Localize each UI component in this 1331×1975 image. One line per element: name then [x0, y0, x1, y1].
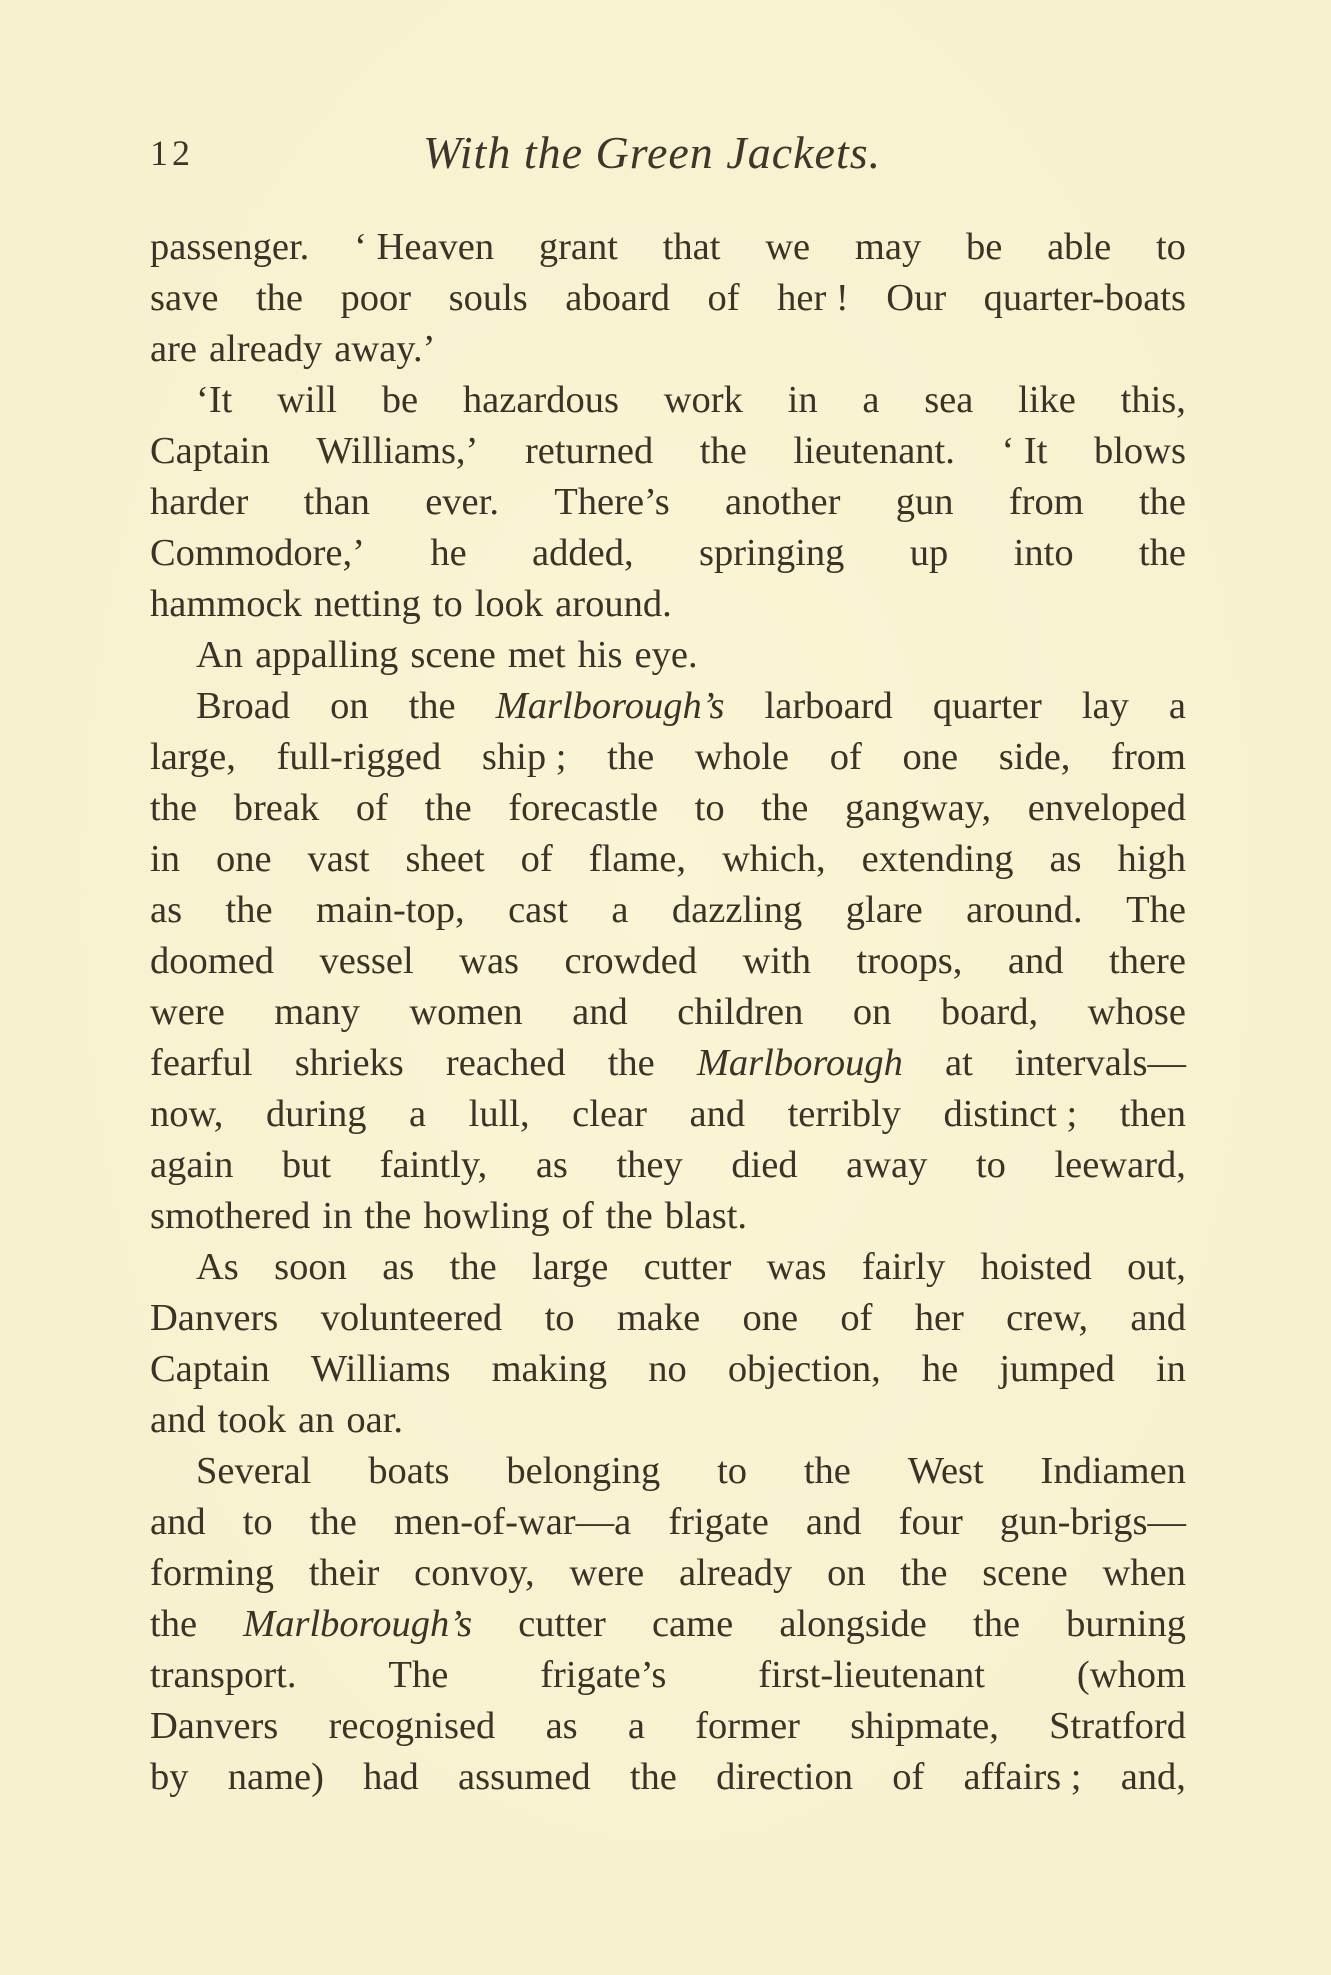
word: in: [322, 1195, 353, 1237]
word: on: [852, 991, 892, 1033]
word: the: [607, 736, 655, 778]
word: from: [1008, 481, 1084, 523]
text-line: [150, 426, 1186, 477]
text-line: [150, 630, 1186, 681]
text-line: [150, 324, 1186, 375]
word: then: [1119, 1093, 1186, 1135]
word: quarter: [932, 685, 1042, 727]
word: as: [382, 1246, 415, 1288]
word: reached: [445, 1042, 566, 1084]
word: making: [491, 1348, 608, 1390]
word: up: [909, 532, 949, 574]
word: harder: [150, 481, 249, 523]
word: we: [765, 226, 811, 268]
word: to: [544, 1297, 575, 1339]
word: frigate: [668, 1501, 769, 1543]
text-line: [150, 885, 1186, 936]
text-line: [150, 375, 1186, 426]
word: Stratford: [1049, 1705, 1186, 1747]
word: blast.: [664, 1195, 748, 1237]
word: the: [255, 277, 303, 319]
word: will: [277, 379, 338, 421]
word: Danvers: [150, 1297, 279, 1339]
word: the: [424, 787, 472, 829]
word: of: [355, 787, 388, 829]
word: died: [731, 1144, 798, 1186]
word: troops,: [856, 940, 963, 982]
word: aboard: [565, 277, 671, 319]
word: Captain: [150, 1348, 270, 1390]
word: former: [695, 1705, 800, 1747]
word: of: [707, 277, 740, 319]
word: the: [629, 1756, 677, 1798]
word: forming: [150, 1552, 275, 1594]
word: blows: [1093, 430, 1186, 472]
word: but: [281, 1144, 332, 1186]
text-line: [150, 834, 1186, 885]
word: objection,: [727, 1348, 881, 1390]
word: the: [408, 685, 456, 727]
word: already: [209, 328, 323, 370]
word: than: [303, 481, 370, 523]
word: break: [233, 787, 320, 829]
word: enveloped: [1027, 787, 1186, 829]
word: springing: [698, 532, 845, 574]
word: distinct ;: [943, 1093, 1078, 1135]
text-line: [150, 1701, 1186, 1752]
word: at: [945, 1042, 973, 1084]
word: large: [532, 1246, 609, 1288]
word: main-top,: [316, 889, 465, 931]
word: came: [651, 1603, 734, 1645]
word: ‘ Heaven: [354, 226, 495, 268]
word: one: [902, 736, 959, 778]
italic-word: Marlborough’s: [495, 685, 725, 727]
word: and: [1007, 940, 1064, 982]
word: gun-brigs—: [999, 1501, 1186, 1543]
word: sea: [924, 379, 974, 421]
word: ever.: [425, 481, 499, 523]
text-line: [150, 1752, 1186, 1803]
word: now,: [150, 1093, 224, 1135]
word: appalling: [255, 634, 399, 676]
word: they: [616, 1144, 683, 1186]
word: netting: [313, 583, 421, 625]
italic-word: Marlborough’s: [243, 1603, 473, 1645]
word: recognised: [328, 1705, 496, 1747]
text-line: [150, 528, 1186, 579]
word: glare: [845, 889, 923, 931]
word: affairs ;: [963, 1756, 1082, 1798]
word: may: [854, 226, 922, 268]
word: as: [545, 1705, 578, 1747]
word: the: [225, 889, 273, 931]
word: There’s: [554, 481, 670, 523]
word: had: [363, 1756, 419, 1798]
text-line: [150, 1191, 1186, 1242]
word: larboard: [764, 685, 893, 727]
word: grant: [538, 226, 618, 268]
italic-word: Marlborough: [696, 1042, 903, 1084]
word: shrieks: [294, 1042, 404, 1084]
word: first-lieutenant: [758, 1654, 985, 1696]
word: soon: [274, 1246, 347, 1288]
word: men-of-war—a: [393, 1501, 632, 1543]
word: An: [196, 634, 244, 676]
word: cutter: [518, 1603, 606, 1645]
word: doomed: [150, 940, 275, 982]
word: frigate’s: [540, 1654, 667, 1696]
word: howling: [423, 1195, 550, 1237]
word: already: [679, 1552, 793, 1594]
word: of: [520, 838, 553, 880]
text-line: [150, 1344, 1186, 1395]
text-line: [150, 987, 1186, 1038]
word: no: [648, 1348, 687, 1390]
text-line: [150, 681, 1186, 732]
word: his: [577, 634, 623, 676]
word: West: [907, 1450, 984, 1492]
text-line: [150, 579, 1186, 630]
word: as: [1049, 838, 1082, 880]
word: (whom: [1076, 1654, 1186, 1696]
text-line: [150, 783, 1186, 834]
word: ‘It: [196, 379, 233, 421]
word: to: [432, 583, 463, 625]
word: make: [616, 1297, 701, 1339]
word: volunteered: [320, 1297, 503, 1339]
word: vessel: [319, 940, 414, 982]
word: shipmate,: [850, 1705, 999, 1747]
word: be: [965, 226, 1003, 268]
text-line: [150, 273, 1186, 324]
word: a: [409, 1093, 427, 1135]
word: again: [150, 1144, 234, 1186]
word: the: [900, 1552, 948, 1594]
word: when: [1102, 1552, 1186, 1594]
word: the: [607, 1042, 655, 1084]
word: in: [787, 379, 818, 421]
word: transport.: [150, 1654, 297, 1696]
word: of: [561, 1195, 594, 1237]
text-line: [150, 1599, 1186, 1650]
word: the: [309, 1501, 357, 1543]
word: there: [1109, 940, 1186, 982]
word: many: [274, 991, 360, 1033]
word: with: [742, 940, 812, 982]
word: belonging: [506, 1450, 661, 1492]
text-line: [150, 1242, 1186, 1293]
word: one: [742, 1297, 799, 1339]
word: name): [227, 1756, 324, 1798]
word: faintly,: [379, 1144, 488, 1186]
word: on: [330, 685, 369, 727]
word: alongside: [779, 1603, 927, 1645]
word: full-rigged: [276, 736, 442, 778]
word: the: [150, 787, 198, 829]
word: which,: [721, 838, 826, 880]
running-title: With the Green Jackets.: [423, 127, 882, 178]
word: crowded: [564, 940, 698, 982]
word: the: [803, 1450, 851, 1492]
word: the: [1138, 532, 1186, 574]
word: was: [766, 1246, 827, 1288]
word: a: [627, 1705, 645, 1747]
word: of: [892, 1756, 925, 1798]
word: ‘ It: [1001, 430, 1048, 472]
word: and: [805, 1501, 862, 1543]
word: by: [150, 1756, 189, 1798]
word: quarter-boats: [983, 277, 1186, 319]
word: met: [507, 634, 566, 676]
word: women: [409, 991, 523, 1033]
word: and: [572, 991, 628, 1033]
word: around.: [966, 889, 1083, 931]
word: their: [308, 1552, 380, 1594]
word: gangway,: [845, 787, 992, 829]
word: and: [150, 1399, 206, 1441]
word: whole: [694, 736, 789, 778]
word: to: [242, 1501, 273, 1543]
word: eye.: [634, 634, 698, 676]
text-line: [150, 222, 1186, 273]
word: convoy,: [414, 1552, 535, 1594]
word: look: [474, 583, 544, 625]
word: in: [1155, 1348, 1186, 1390]
word: around.: [555, 583, 672, 625]
word: an: [298, 1399, 335, 1441]
word: work: [663, 379, 743, 421]
text-line: [150, 1650, 1186, 1701]
word: away: [846, 1144, 928, 1186]
text-line: [150, 1089, 1186, 1140]
word: to: [975, 1144, 1006, 1186]
word: the: [449, 1246, 497, 1288]
word: the: [364, 1195, 412, 1237]
word: the: [973, 1603, 1021, 1645]
word: side,: [998, 736, 1071, 778]
text-line: [150, 1548, 1186, 1599]
word: added,: [532, 532, 634, 574]
word: high: [1117, 838, 1186, 880]
word: As: [196, 1246, 239, 1288]
word: that: [662, 226, 721, 268]
word: was: [459, 940, 520, 982]
word: cast: [508, 889, 568, 931]
word: to: [694, 787, 725, 829]
word: and,: [1120, 1756, 1186, 1798]
word: took: [217, 1399, 287, 1441]
word: intervals—: [1014, 1042, 1186, 1084]
word: passenger.: [150, 226, 310, 268]
word: a: [1168, 685, 1186, 727]
word: as: [150, 889, 183, 931]
word: dazzling: [671, 889, 803, 931]
word: hammock: [150, 583, 302, 625]
word: into: [1013, 532, 1074, 574]
word: forecastle: [508, 787, 658, 829]
word: ship ;: [481, 736, 567, 778]
word: flame,: [588, 838, 686, 880]
word: her: [914, 1297, 964, 1339]
word: lieutenant.: [793, 430, 955, 472]
word: burning: [1066, 1603, 1186, 1645]
word: vast: [307, 838, 370, 880]
word: smothered: [150, 1195, 311, 1237]
word: this,: [1120, 379, 1186, 421]
word: poor: [340, 277, 412, 319]
word: her !: [777, 277, 849, 319]
word: the: [150, 1603, 198, 1645]
text-line: [150, 1140, 1186, 1191]
word: from: [1111, 736, 1186, 778]
word: hazardous: [462, 379, 619, 421]
word: another: [725, 481, 841, 523]
word: crew,: [1006, 1297, 1089, 1339]
word: of: [829, 736, 862, 778]
text-line: [150, 1497, 1186, 1548]
body-text: [150, 222, 1186, 1803]
word: Danvers: [150, 1705, 279, 1747]
word: fearful: [150, 1042, 253, 1084]
word: were: [150, 991, 225, 1033]
word: whose: [1087, 991, 1186, 1033]
word: and: [689, 1093, 746, 1135]
page-header: [150, 126, 1190, 186]
word: oar.: [346, 1399, 404, 1441]
word: he: [921, 1348, 959, 1390]
word: Indiamen: [1040, 1450, 1186, 1492]
word: a: [611, 889, 629, 931]
word: extending: [861, 838, 1014, 880]
word: able: [1047, 226, 1112, 268]
word: to: [1155, 226, 1186, 268]
word: Broad: [196, 685, 291, 727]
word: scene: [982, 1552, 1068, 1594]
word: were: [569, 1552, 645, 1594]
word: of: [840, 1297, 873, 1339]
word: four: [898, 1501, 963, 1543]
word: the: [605, 1195, 653, 1237]
word: during: [265, 1093, 367, 1135]
word: the: [1138, 481, 1186, 523]
word: fairly: [861, 1246, 946, 1288]
word: are: [150, 328, 197, 370]
word: Commodore,’: [150, 532, 365, 574]
word: cutter: [643, 1246, 732, 1288]
word: Several: [196, 1450, 312, 1492]
text-line: [150, 1395, 1186, 1446]
text-line: [150, 477, 1186, 528]
word: board,: [940, 991, 1039, 1033]
word: clear: [572, 1093, 647, 1135]
text-line: [150, 1293, 1186, 1344]
word: save: [150, 277, 219, 319]
word: be: [381, 379, 419, 421]
word: lay: [1081, 685, 1129, 727]
word: the: [761, 787, 809, 829]
word: Williams: [310, 1348, 451, 1390]
word: he: [430, 532, 467, 574]
word: jumped: [999, 1348, 1115, 1390]
word: Captain: [150, 430, 270, 472]
word: and: [150, 1501, 206, 1543]
word: direction: [716, 1756, 853, 1798]
word: like: [1018, 379, 1076, 421]
word: gun: [895, 481, 954, 523]
word: lull,: [468, 1093, 530, 1135]
word: souls: [448, 277, 528, 319]
word: returned: [524, 430, 654, 472]
word: out,: [1127, 1246, 1186, 1288]
word: Williams,’: [316, 430, 479, 472]
word: The: [388, 1654, 449, 1696]
word: sheet: [405, 838, 485, 880]
word: in: [150, 838, 180, 880]
word: assumed: [458, 1756, 591, 1798]
word: on: [827, 1552, 866, 1594]
word: hoisted: [980, 1246, 1092, 1288]
word: and: [1130, 1297, 1186, 1339]
text-line: [150, 1446, 1186, 1497]
word: large,: [150, 736, 236, 778]
word: terribly: [787, 1093, 901, 1135]
word: to: [717, 1450, 748, 1492]
word: The: [1126, 889, 1186, 931]
word: one: [215, 838, 272, 880]
text-line: [150, 1038, 1186, 1089]
page-number: 12: [150, 133, 194, 173]
word: leeward,: [1054, 1144, 1186, 1186]
text-line: [150, 732, 1186, 783]
word: boats: [368, 1450, 450, 1492]
word: children: [677, 991, 804, 1033]
word: away.’: [334, 328, 436, 370]
text-line: [150, 936, 1186, 987]
word: scene: [410, 634, 496, 676]
word: a: [862, 379, 880, 421]
word: the: [699, 430, 747, 472]
word: Our: [886, 277, 947, 319]
word: as: [535, 1144, 568, 1186]
